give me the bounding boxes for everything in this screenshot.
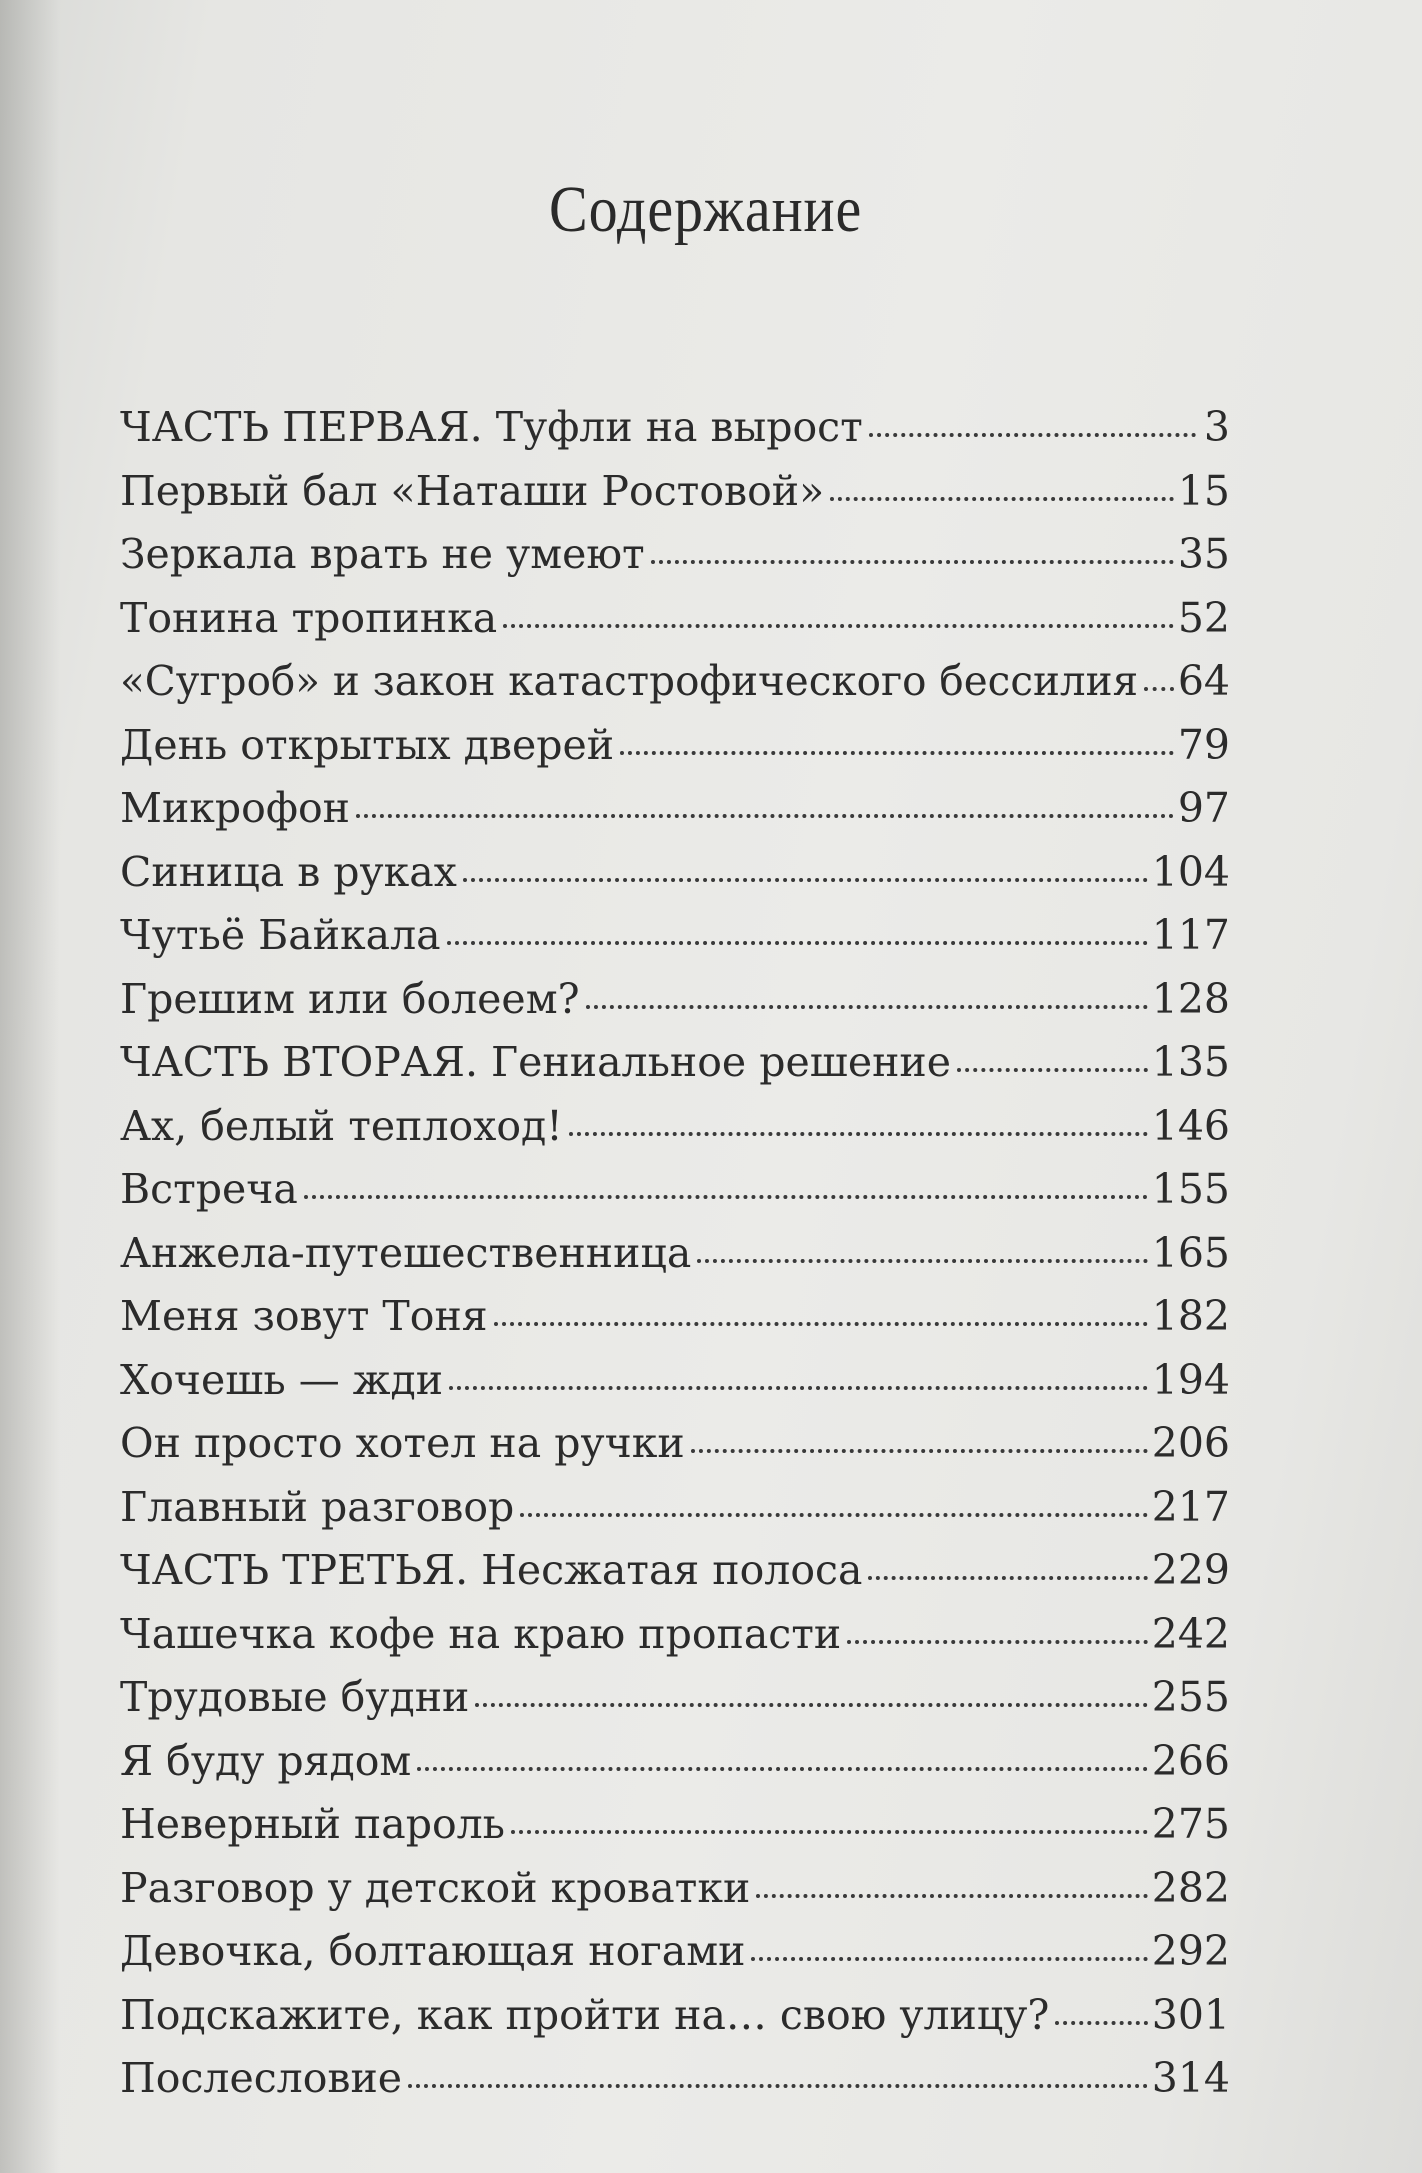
toc-entry-page-number: 255 <box>1151 1673 1230 1721</box>
toc-entry <box>120 460 1230 524</box>
toc-entry <box>120 587 1230 651</box>
toc-entry-page-number: 292 <box>1151 1927 1230 1975</box>
page-gutter-shadow <box>0 0 60 2173</box>
toc-entry <box>120 1666 1230 1730</box>
toc-entry-title: Грешим или болеем? <box>120 974 580 1023</box>
toc-entry-title: ЧАСТЬ ПЕРВАЯ. Туфли на вырост <box>120 403 863 451</box>
toc-entry-page-number: 64 <box>1177 657 1230 705</box>
toc-entry <box>120 1349 1230 1413</box>
dot-leader <box>957 1058 1148 1072</box>
toc-entry-title: «Сугроб» и закон катастрофического бессилия <box>120 657 1139 705</box>
toc-entry-page-number: 52 <box>1177 593 1230 642</box>
toc-entry <box>120 1031 1230 1095</box>
toc-entry-title: Я буду рядом <box>120 1736 412 1785</box>
toc-entry-title: Подскажите, как пройти на… свою улицу? <box>120 1990 1050 2039</box>
toc-entry <box>120 1793 1230 1857</box>
toc-entry-title: Ах, белый теплоход! <box>120 1101 563 1150</box>
toc-entry-page-number: 117 <box>1151 911 1230 959</box>
toc-entry-page-number: 35 <box>1177 530 1230 578</box>
dot-leader <box>463 868 1148 882</box>
toc-entry-page-number: 97 <box>1177 784 1230 832</box>
table-of-contents <box>120 396 1230 2111</box>
dot-leader <box>449 1376 1148 1390</box>
toc-entry-title: ЧАСТЬ ТРЕТЬЯ. Несжатая полоса <box>120 1546 863 1594</box>
toc-entry-page-number: 15 <box>1177 466 1230 515</box>
dot-leader <box>756 1884 1147 1898</box>
toc-entry-page-number: 217 <box>1151 1482 1230 1531</box>
toc-entry-title: Чутьё Байкала <box>120 911 441 959</box>
toc-entry <box>120 650 1230 714</box>
toc-entry <box>120 1920 1230 1984</box>
dot-leader <box>569 1122 1148 1136</box>
toc-entry-title: День открытых дверей <box>120 720 615 769</box>
dot-leader <box>697 1249 1147 1263</box>
dot-leader <box>869 423 1196 437</box>
toc-entry-page-number: 182 <box>1151 1292 1230 1340</box>
toc-entry-page-number: 79 <box>1177 720 1230 769</box>
toc-entry-page-number: 282 <box>1151 1863 1230 1912</box>
toc-entry <box>120 1412 1230 1476</box>
toc-entry <box>120 714 1230 778</box>
toc-entry <box>120 2047 1230 2111</box>
toc-entry <box>120 841 1230 905</box>
toc-entry-page-number: 229 <box>1151 1546 1230 1594</box>
dot-leader <box>417 1757 1147 1771</box>
toc-entry-page-number: 128 <box>1151 974 1230 1023</box>
dot-leader <box>503 614 1174 628</box>
dot-leader <box>511 1820 1148 1834</box>
toc-entry-page-number: 146 <box>1151 1101 1230 1150</box>
dot-leader <box>586 995 1148 1009</box>
toc-entry <box>120 1158 1230 1222</box>
toc-entry-page-number: 3 <box>1203 403 1230 451</box>
dot-leader <box>408 2074 1148 2088</box>
toc-entry-title: Микрофон <box>120 784 350 832</box>
toc-entry <box>120 1095 1230 1159</box>
toc-entry-page-number: 314 <box>1151 2054 1230 2102</box>
dot-leader <box>475 1693 1147 1707</box>
toc-entry-page-number: 104 <box>1151 847 1230 896</box>
dot-leader <box>447 931 1148 945</box>
toc-entry <box>120 1222 1230 1286</box>
toc-entry <box>120 1285 1230 1349</box>
toc-entry-page-number: 135 <box>1151 1038 1230 1086</box>
toc-entry <box>120 1984 1230 2048</box>
toc-entry-page-number: 242 <box>1151 1609 1230 1658</box>
toc-entry-page-number: 165 <box>1151 1228 1230 1277</box>
toc-entry-title: Синица в руках <box>120 847 457 896</box>
toc-entry-page-number: 266 <box>1151 1736 1230 1785</box>
toc-entry <box>120 1539 1230 1603</box>
toc-entry-title: Неверный пароль <box>120 1800 505 1848</box>
toc-entry-title: Хочешь — жди <box>120 1355 444 1404</box>
toc-entry-page-number: 155 <box>1151 1165 1230 1213</box>
dot-leader <box>356 804 1174 818</box>
page-title: Содержание <box>549 173 863 246</box>
dot-leader <box>847 1630 1147 1644</box>
toc-entry <box>120 1730 1230 1794</box>
toc-entry-title: Анжела-путешественница <box>120 1228 692 1277</box>
toc-entry-title: Разговор у детской кроватки <box>120 1863 751 1912</box>
toc-entry-title: Зеркала врать не умеют <box>120 530 645 578</box>
toc-entry-title: Первый бал «Наташи Ростовой» <box>120 466 825 515</box>
toc-entry-title: Чашечка кофе на краю пропасти <box>120 1609 842 1658</box>
toc-entry-page-number: 275 <box>1151 1800 1230 1848</box>
dot-leader <box>520 1503 1147 1517</box>
toc-entry-page-number: 301 <box>1151 1990 1230 2039</box>
toc-entry <box>120 777 1230 841</box>
toc-entry-title: Послесловие <box>120 2054 403 2102</box>
dot-leader <box>620 741 1174 755</box>
toc-entry <box>120 396 1230 460</box>
toc-entry-title: Главный разговор <box>120 1482 515 1531</box>
dot-leader <box>830 487 1174 501</box>
toc-entry-title: Девочка, болтающая ногами <box>120 1927 746 1975</box>
dot-leader <box>691 1439 1148 1453</box>
toc-entry-title: Трудовые будни <box>120 1673 470 1721</box>
toc-entry-title: ЧАСТЬ ВТОРАЯ. Гениальное решение <box>120 1038 952 1086</box>
toc-entry <box>120 1857 1230 1921</box>
dot-leader <box>1055 2011 1147 2025</box>
dot-leader <box>494 1312 1148 1326</box>
toc-entry-title: Он просто хотел на ручки <box>120 1419 685 1467</box>
toc-entry-page-number: 206 <box>1151 1419 1230 1467</box>
toc-entry-title: Тонина тропинка <box>120 593 498 642</box>
dot-leader <box>751 1947 1147 1961</box>
dot-leader <box>651 550 1174 564</box>
dot-leader <box>304 1185 1148 1199</box>
toc-entry <box>120 1476 1230 1540</box>
dot-leader <box>868 1566 1147 1580</box>
toc-entry-title: Меня зовут Тоня <box>120 1292 488 1340</box>
toc-entry <box>120 904 1230 968</box>
toc-entry <box>120 968 1230 1032</box>
toc-entry <box>120 523 1230 587</box>
toc-entry-page-number: 194 <box>1151 1355 1230 1404</box>
toc-entry <box>120 1603 1230 1667</box>
dot-leader <box>1144 677 1174 691</box>
toc-entry-title: Встреча <box>120 1165 298 1213</box>
